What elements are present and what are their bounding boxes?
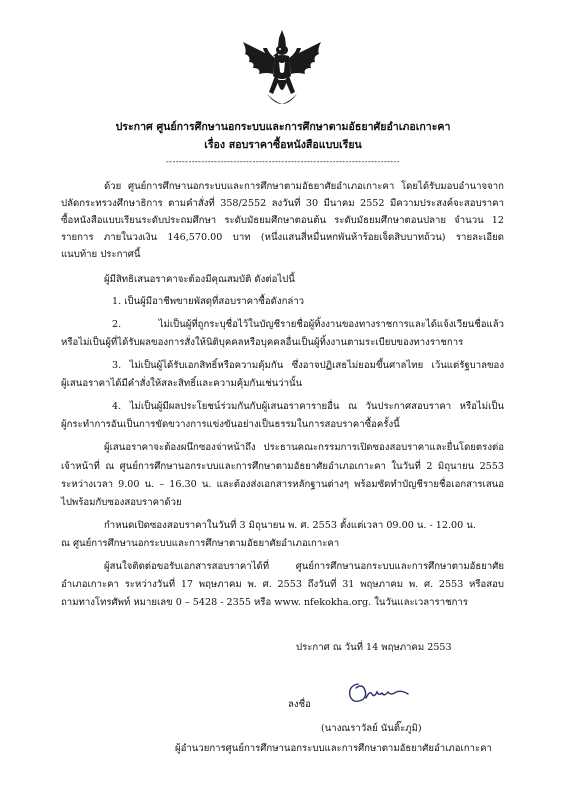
qualification-2-line-1: 2. ไม่เป็นผู้ที่ถูกระบุชื่อไว้ในบัญชีรายชื่อผู้ทิ้งงานของทางราชการและได้แจ้งเวียนชื่อแล้ว [112,319,504,330]
paragraph-4-line-2: อำเภอเกาะคา ระหว่างวันที่ 17 พฤษภาคม พ. ศ. 2553 ถึงวันที่ 31 พฤษภาคม พ. ศ. 2553 หรือสอบ [61,579,504,590]
paragraph-2-line-3: ระหว่างเวลา 9.00 น. – 16.30 น. และต้องส่งเอกสารหลักฐานต่างๆ พร้อมซัดทำบัญชีรายชื่อเอกสารเสนอ [61,479,504,490]
handwritten-signature [344,678,412,708]
garuda-emblem-icon [237,28,327,116]
qualification-3-line-1: 3. ไม่เป็นผู้ได้รับเอกสิทธิ์หรือความคุ้มกัน ซึ่งอาจปฏิเสธไม่ยอมขึ้นศาลไทย เว้นแต่รัฐบาลของ [112,360,504,371]
qualification-4-line-2: ผู้กระทำการอันเป็นการขัดขวางการแข่งขันอย่างเป็นธรรมในการสอบราคาซื้อครั้งนี้ [61,419,400,430]
paragraph-4-line-3: ถามทางโทรศัพท์ หมายเลข 0 – 5428 - 2355 หรือ www. nfekokha.org. ในวันและเวลาราชการ [61,597,468,608]
paragraph-1-line-1: ด้วย ศูนย์การศึกษานอกระบบและการศึกษาตามอัธยาศัยอำเภอเกาะคา โดยได้รับมอบอำนาจจาก [104,181,504,192]
qualification-2-line-2: หรือไม่เป็นผู้ที่ได้รับผลของการสั่งให้นิติบุคคลหรือบุคคลอื่นเป็นผู้ทิ้งงานตามระเบียบของทางราชการ [61,337,464,348]
paragraph-1-line-2: ปลัดกระทรวงศึกษาธิการ ตามคำสั่งที่ 358/2552 ลงวันที่ 30 มีนาคม 2552 มีความประสงค์จะสอบราคา [61,198,504,209]
announcement-date: ประกาศ ณ วันที่ 14 พฤษภาคม 2553 [296,642,452,653]
qualification-heading: ผู้มีสิทธิเสนอราคาจะต้องมีคุณสมบัติ ดังต่อไปนี้ [104,274,295,285]
qualification-3-line-2: ผู้เสนอราคาได้มีคำสั่งให้สละสิทธิ์และความคุ้มกันเช่นว่านั้น [61,378,303,389]
paragraph-1-line-5: แนบท้าย ประกาศนี้ [61,249,141,260]
paragraph-3-line-1: กำหนดเปิดซองสอบราคาในวันที่ 3 มิถุนายน พ. ศ. 2553 ตั้งแต่เวลา 09.00 น. - 12.00 น. [104,520,476,531]
signature-label: ลงชื่อ [288,699,311,710]
paragraph-2-line-2: เจ้าหน้าที่ ณ ศูนย์การศึกษานอกระบบและการศึกษาตามอัธยาศัยอำเภอเกาะคา ในวันที่ 2 มิถุนายน 2553 [61,461,504,472]
paragraph-1-line-4: รายการ ภายในวงเงิน 146,570.00 บาท (หนึ่งแสนสี่หมื่นหกพันห้าร้อยเจ็ดสิบบาทถ้วน) รายละเอียด [61,232,504,243]
signer-name: (นางณราวัลย์ นันติ๊ะภูมิ) [321,723,422,734]
signer-title: ผู้อำนวยการศูนย์การศึกษานอกระบบและการศึกษาตามอัธยาศัยอำเภอเกาะคา [175,743,492,754]
separator-line: ------------------------------------------------------------------------- [166,157,400,166]
announcement-subject: เรื่อง สอบราคาซื้อหนังสือแบบเรียน [204,139,362,151]
paragraph-1-line-3: ซื้อหนังสือแบบเรียนระดับประถมศึกษา ระดับมัธยมศึกษาตอนต้น ระดับมัธยมศึกษาตอนปลาย จำนวน 12 [61,215,504,226]
paragraph-2-line-4: ไปพร้อมกับซองสอบราคาด้วย [61,497,182,508]
qualification-4-line-1: 4. ไม่เป็นผู้มีผลประโยชน์ร่วมกันกับผู้เสนอราคารายอื่น ณ วันประกาศสอบราคา หรือไม่เป็น [112,401,504,412]
announcement-title: ประกาศ ศูนย์การศึกษานอกระบบและการศึกษาตามอัธยาศัยอำเภอเกาะคา [115,121,451,133]
paragraph-3-line-2: ณ ศูนย์การศึกษานอกระบบและการศึกษาตามอัธยาศัยอำเภอเกาะคา [61,538,340,549]
qualification-1: 1. เป็นผู้มีอาชีพขายพัสดุที่สอบราคาซื้อดังกล่าว [112,296,305,307]
paragraph-2-line-1: ผู้เสนอราคาจะต้องผนึกซองจ่าหน้าถึง ประธานคณะกรรมการเปิดซองสอบราคาและยื่นโดยตรงต่อ [104,442,504,453]
paragraph-4-line-1: ผู้สนใจติดต่อขอรับเอกสารสอบราคาได้ที่ ศูนย์การศึกษานอกระบบและการศึกษาตามอัธยาศัย [104,561,504,572]
